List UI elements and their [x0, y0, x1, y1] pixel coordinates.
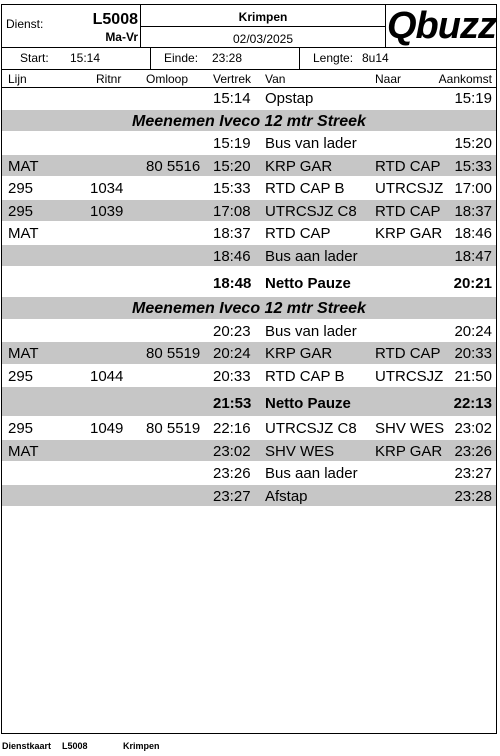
cell-van: Bus van lader	[265, 322, 357, 340]
cell-aankomst: 18:47	[454, 247, 492, 265]
cell-van: Netto Pauze	[265, 395, 351, 412]
cell-lijn: 295	[8, 367, 34, 385]
cell-naar: RTD CAP	[375, 157, 441, 175]
section-row	[2, 110, 496, 133]
dienst-number: L5008	[92, 11, 138, 28]
cell-van: Opstap	[265, 90, 314, 107]
cell-aankomst: 15:20	[454, 135, 492, 152]
cell-lijn: 295	[8, 202, 34, 220]
cell-aankomst: 15:33	[454, 157, 492, 175]
trip-row	[2, 365, 496, 388]
footer-location: Krimpen	[123, 741, 160, 751]
pause-row	[2, 387, 496, 417]
trip-row	[2, 177, 496, 200]
cell-naar: UTRCSJZ	[375, 180, 444, 197]
cell-vertrek: 18:37	[213, 225, 251, 242]
date: 02/03/2025	[232, 32, 294, 46]
cell-vertrek: 21:53	[213, 395, 252, 412]
cell-van: UTRCSJZ C8	[265, 202, 357, 220]
trip-row	[2, 462, 496, 485]
cell-aankomst: 23:28	[454, 487, 492, 505]
cell-van: RTD CAP	[265, 225, 331, 242]
cell-lijn: 295	[8, 180, 34, 197]
cell-aankomst: 18:46	[454, 225, 492, 242]
footer-dienst: L5008	[62, 741, 88, 751]
cell-ritnr: 1034	[90, 180, 124, 197]
cell-aankomst: 22:13	[453, 395, 492, 412]
trip-row	[2, 342, 496, 365]
summary-bar	[2, 48, 496, 70]
location: Krimpen	[238, 10, 288, 24]
cell-van: KRP GAR	[265, 157, 333, 175]
cell-vertrek: 23:02	[213, 442, 251, 460]
cell-omloop: 80 5519	[146, 345, 201, 362]
lengte-label: Lengte:	[313, 51, 354, 65]
location-date-cell	[141, 5, 386, 47]
cell-aankomst: 18:37	[454, 202, 492, 220]
cell-van: UTRCSJZ C8	[265, 420, 357, 437]
trip-row	[2, 222, 496, 245]
cell-vertrek: 15:33	[213, 180, 251, 197]
cell-vertrek: 23:27	[213, 487, 251, 505]
cell-naar: KRP GAR	[375, 225, 443, 242]
section-title: Meenemen Iveco 12 mtr Streek	[132, 300, 366, 317]
col-naar: Naar	[375, 72, 402, 86]
cell-aankomst: 20:21	[453, 275, 492, 292]
trip-row	[2, 320, 496, 343]
trip-row	[2, 485, 496, 508]
cell-van: Netto Pauze	[265, 275, 351, 292]
cell-aankomst: 23:26	[454, 442, 492, 460]
dienst-days: Ma-Vr	[105, 30, 138, 44]
col-van: Van	[265, 72, 286, 86]
col-lijn: Lijn	[8, 72, 27, 86]
cell-van: SHV WES	[265, 442, 335, 460]
section-row	[2, 297, 496, 320]
cell-aankomst: 17:00	[454, 180, 492, 197]
trip-row	[2, 87, 496, 110]
cell-van: KRP GAR	[265, 345, 333, 362]
cell-van: Bus aan lader	[265, 247, 358, 265]
column-header	[2, 70, 496, 88]
duty-card	[1, 4, 497, 734]
cell-vertrek: 15:14	[213, 90, 251, 107]
col-ritnr: Ritnr	[96, 72, 122, 86]
footer-label: Dienstkaart	[2, 741, 52, 751]
cell-vertrek: 20:24	[213, 345, 251, 362]
cell-aankomst: 20:33	[454, 345, 492, 362]
cell-vertrek: 23:26	[213, 465, 251, 482]
lengte-value: 8u14	[362, 51, 389, 65]
pause-row	[2, 267, 496, 297]
cell-van: Bus aan lader	[265, 465, 358, 482]
trip-row	[2, 245, 496, 268]
cell-vertrek: 22:16	[213, 420, 251, 437]
trip-row	[2, 155, 496, 178]
cell-van: Afstap	[265, 487, 308, 505]
trip-row	[2, 132, 496, 155]
cell-lijn: 295	[8, 420, 34, 437]
start-label: Start:	[20, 51, 49, 65]
duty-header	[2, 5, 496, 48]
cell-vertrek: 18:46	[213, 247, 251, 265]
cell-lijn: MAT	[8, 157, 39, 175]
cell-naar: UTRCSJZ	[375, 367, 444, 385]
einde-value: 23:28	[212, 51, 243, 65]
cell-aankomst: 23:27	[454, 465, 492, 482]
trip-row	[2, 440, 496, 463]
cell-ritnr: 1044	[90, 367, 124, 385]
cell-naar: RTD CAP	[375, 202, 441, 220]
cell-naar: KRP GAR	[375, 442, 443, 460]
cell-aankomst: 21:50	[454, 367, 492, 385]
cell-vertrek: 20:23	[213, 322, 251, 340]
dienst-label: Dienst:	[6, 17, 44, 31]
col-aankomst: Aankomst	[438, 72, 492, 86]
trip-table	[2, 87, 496, 507]
trip-row	[2, 200, 496, 223]
cell-van: RTD CAP B	[265, 367, 345, 385]
cell-vertrek: 15:19	[213, 135, 251, 152]
cell-ritnr: 1049	[90, 420, 124, 437]
start-value: 15:14	[70, 51, 101, 65]
cell-aankomst: 23:02	[454, 420, 492, 437]
cell-vertrek: 18:48	[213, 275, 252, 292]
cell-lijn: MAT	[8, 225, 39, 242]
section-title: Meenemen Iveco 12 mtr Streek	[132, 112, 366, 130]
cell-naar: RTD CAP	[375, 345, 441, 362]
cell-van: Bus van lader	[265, 135, 357, 152]
col-vertrek: Vertrek	[213, 72, 252, 86]
cell-lijn: MAT	[8, 345, 39, 362]
cell-ritnr: 1039	[90, 202, 124, 220]
cell-omloop: 80 5519	[146, 420, 201, 437]
cell-aankomst: 20:24	[454, 322, 492, 340]
cell-omloop: 80 5516	[146, 157, 201, 175]
cell-van: RTD CAP B	[265, 180, 345, 197]
cell-vertrek: 20:33	[213, 367, 251, 385]
cell-lijn: MAT	[8, 442, 39, 460]
cell-vertrek: 17:08	[213, 202, 251, 220]
cell-aankomst: 15:19	[454, 90, 492, 107]
trip-row	[2, 417, 496, 440]
qbuzz-logo: Qbuzz	[387, 5, 496, 47]
cell-vertrek: 15:20	[213, 157, 251, 175]
cell-naar: SHV WES	[375, 420, 445, 437]
einde-label: Einde:	[164, 51, 199, 65]
col-omloop: Omloop	[146, 72, 189, 86]
dienst-cell	[2, 5, 141, 47]
